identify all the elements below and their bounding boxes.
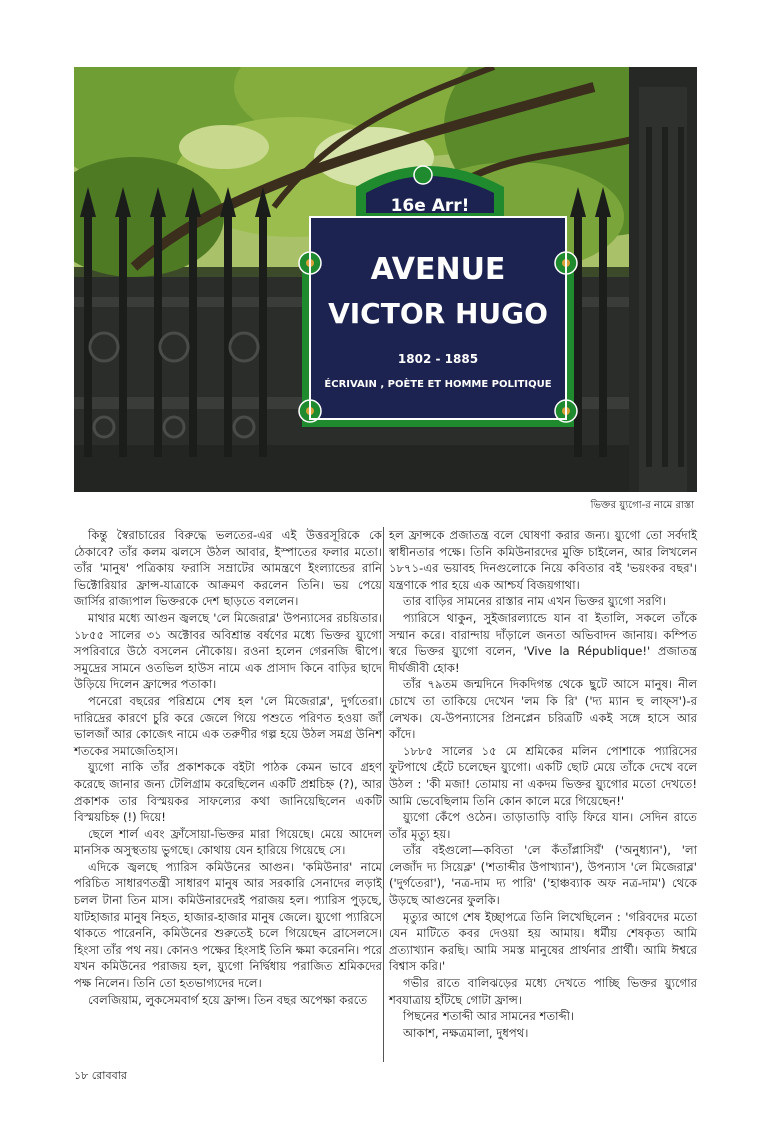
paragraph: কিন্তু স্বৈরাচারের বিরুদ্ধে ভলতের-এর এই উত্তরসূরিকে কে ঠেকাবে? তাঁর কলম ঝলসে উঠল আবার, ইস্পাতের ফলার মতো। তাঁর 'মানুষ' পত্রিকায় ফরাসি সম্রাটের আমন্ত্রণে ইংল্যান্ডের রানি ভিক্টোরিয়ার ফ্রান্স-যাত্রাকে আক্রমণ করলেন তিনি। ভয় পেয়ে জার্সির রাজ্যপাল ভিক্তরকে দেশ ছাড়তে বললেন। bbox=[74, 528, 382, 609]
page-footer bbox=[74, 1067, 127, 1086]
sign-years-text: 1802 - 1885 bbox=[397, 352, 479, 366]
sign-subtitle-text: ÉCRIVAIN , POÈTE ET HOMME POLITIQUE bbox=[324, 379, 552, 390]
paragraph: তাঁর ৭৯তম জন্মদিনে দিকদিগন্ত থেকে ছুটে আসে মানুষ। নীল চোখে তা তাকিয়ে দেখেন 'লম কি রি' ('দ্য ম্যান হু লাফ্স')-র লেখক। যে-উপন্যাসের প্রিনপ্লেন চরিত্রটি একই সঙ্গে হাসে আর কাঁদে। bbox=[389, 677, 697, 742]
sign-name-text: VICTOR HUGO bbox=[328, 297, 548, 330]
article-left-column bbox=[74, 527, 382, 1008]
paragraph: পিছনের শতাব্দী আর সামনের শতাব্দী। bbox=[403, 1009, 575, 1024]
paragraph: এদিকে জ্বলছে প্যারিস কমিউনের আগুন। 'কমিউনার' নামে পরিচিত সাধারণতন্ত্রী সাধারণ মানুষ আর সরকারি সেনাদের লড়াই চলল টানা তিন মাস। কমিউনারদেরই পরাজয় হল। প্যারিস পুড়ছে, যাটহাজার মানুষ নিহত, হাজার-হাজার মানুষ জেলে। য়্যুগো প্যারিসে থাকতে পারেননি, কমিউনের শুরুতেই চলে গিয়েছেন ব্রাসেলসে। হিংসা তাঁর পথ নয়। কোনও পক্ষের হিংসাই তিনি ক্ষমা করেননি। পরে যখন কমিউনের পরাজয় হল, য়্যুগো নির্দ্বিধায় পরাজিত শ্রমিকদের পক্ষ নিলেন। তিনি তো হতভাগ্যদের দলে। bbox=[74, 859, 382, 991]
paragraph: তাঁর বইগুলো—কবিতা 'লে কঁতাঁপ্লাসিয়ঁ' ('অনুধ্যান'), 'লা লেজাঁদ দ্য সিয়েক্ল' ('শতাব্দীর উপাখ্যান'), উপন্যাস 'লে মিজেরাব্ল' ('দুর্গতেরা'), 'নত্র-দাম দ্য পারি' ('হাঞ্চব্যাক অফ নত্র-দাম') থেকে উড়ছে আগুনের ফুলকি। bbox=[389, 843, 697, 908]
photo-caption: ভিক্তর য়্যুগো-র নামে রাস্তা bbox=[590, 500, 694, 511]
paragraph: হল ফ্রান্সকে প্রজাতন্ত্র বলে ঘোষণা করার জন্য। য়্যুগো তো সর্বদাই স্বাধীনতার পক্ষে। তিনি কমিউনারদের মুক্তি চাইলেন, আর লিখলেন ১৮৭১-এর ভয়াবহ দিনগুলোকে নিয়ে কবিতার বই 'ভয়ংকর বছর'। যন্ত্রণাকে পার হয়ে এক আশ্চর্য বিজয়গাথা। bbox=[389, 528, 697, 592]
paragraph: গভীর রাতে বালিঝড়ের মধ্যে দেখতে পাচ্ছি ভিক্তর য়্যুগোর শবযাত্রায় হাঁটছে গোটা ফ্রান্স। bbox=[389, 976, 697, 1007]
sign-district-text: 16e Arr! bbox=[390, 196, 470, 216]
paragraph: ছেলে শার্ল এবং ফ্রাঁসোয়া-ভিক্তর মারা গিয়েছে। মেয়ে আদেল মানসিক অসুস্থতায় ভুগছে। কোথায় যেন হারিয়ে গিয়েছে সে। bbox=[74, 826, 382, 858]
street-sign-photo bbox=[74, 67, 697, 492]
paragraph: আকাশ, নক্ষত্রমালা, দুধপথ। bbox=[403, 1025, 529, 1040]
sign-avenue-text: AVENUE bbox=[370, 252, 506, 287]
paragraph: ১৮৮৫ সালের ১৫ মে শ্রমিকের মলিন পোশাকে প্যারিসের ফুটপাথে হেঁটে চলেছেন য়্যুগো। একটি ছোট মেয়ে তাঁকে দেখে বলে উঠল : 'কী মজা! তোমায় না একদম ভিক্তর য়্যুগোর মতো দেখতে! আমি ভেবেছিলাম তিনি কোন কালে মরে গিয়েছেন!' bbox=[389, 743, 697, 808]
article-right-column bbox=[389, 527, 697, 1041]
paragraph: য়্যুগো নাকি তাঁর প্রকাশককে বইটা পাঠক কেমন ভাবে গ্রহণ করেছে জানার জন্য টেলিগ্রাম করেছিলেন একটি প্রশ্নচিহ্ন (?), আর প্রকাশক তার বিস্ময়কর সাফল্যের কথা জানিয়েছিলেন একটি বিস্ময়চিহ্ন (!) দিয়ে! bbox=[74, 760, 382, 825]
paragraph: বেলজিয়াম, লুকসেমবার্গ হয়ে ফ্রান্স। তিন বছর অপেক্ষা করতে bbox=[88, 992, 368, 1007]
photo-illustration bbox=[74, 67, 697, 492]
publication-name: রোববার bbox=[91, 1069, 127, 1082]
paragraph: য়্যুগো কেঁপে ওঠেন। তাড়াতাড়ি বাড়ি ফিরে যান। সেদিন রাতে তাঁর মৃত্যু হয়। bbox=[389, 810, 697, 841]
paragraph: মৃত্যুর আগে শেষ ইচ্ছাপত্রে তিনি লিখেছিলেন : 'গরিবদের মতো যেন মাটিতে কবর দেওয়া হয় আমায়। ধর্মীয় শেষকৃত্য আমি প্রত্যাখ্যান করছি। আমি সমস্ত মানুষের প্রার্থনার প্রার্থী। আমি ঈশ্বরে বিশ্বাস করি।' bbox=[389, 909, 697, 974]
paragraph: মাথার মধ্যে আগুন জ্বলছে 'লে মিজেরাব্ল' উপন্যাসের রচয়িতার। ১৮৫৫ সালের ৩১ অক্টোবর অবিশ্রান্ত বর্ষণের মধ্যে ভিক্তর য়্যুগো সপরিবারে উঠে বসলেন নৌকোয়। রওনা হলেন গেরনজি দ্বীপে। সমুদ্রের সামনে ওতভিল হাউস নামে এক প্রাসাদ কিনে বাড়ির ছাদে উড়িয়ে দিলেন ফ্রান্সের পতাকা। bbox=[74, 610, 382, 692]
paragraph: প্যারিসে থাকুন, সুইজারল্যান্ডে যান বা ইতালি, সকলে তাঁকে সম্মান করে। বারান্দায় দাঁড়ালে জনতা অভিবাদন জানায়। কম্পিত স্বরে ভিক্তর য়্যুগো বলেন, 'Vive la République!' প্রজাতন্ত্র দীর্ঘজীবী হোক! bbox=[389, 610, 697, 675]
paragraph: তার বাড়ির সামনের রাস্তার নাম এখন ভিক্তর য়্যুগো সরণি। bbox=[403, 594, 666, 609]
column-divider bbox=[383, 527, 384, 1062]
page-number: ১৮ bbox=[74, 1069, 89, 1082]
paragraph: পনেরো বছরের পরিশ্রমে শেষ হল 'লে মিজেরাব্ল', দুর্গতেরা। দারিদ্রের কারণে চুরি করে জেলে গিয়ে পশুতে পরিণত হওয়া জাঁ ভালজাঁ আর কোজেৎ নামে এক তরুণীর গল্প হয়ে উঠল সমগ্র উনিশ শতকের সমাজেতিহাস। bbox=[74, 693, 382, 758]
